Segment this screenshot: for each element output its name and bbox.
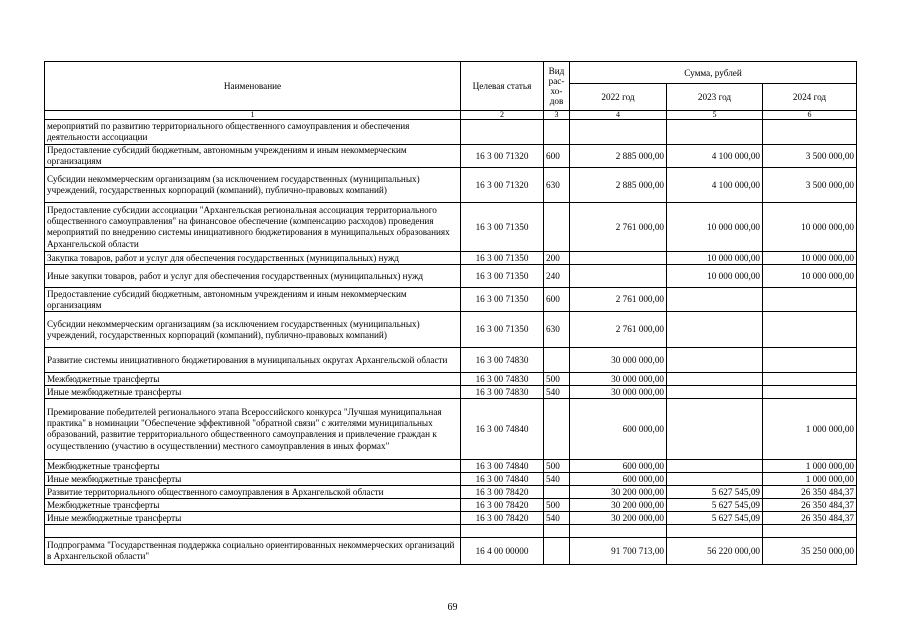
row-sum-2022 [570, 265, 667, 288]
row-sum-2024 [763, 120, 857, 145]
row-sum-2024: 26 350 484,37 [763, 486, 857, 499]
row-expense-kind: 600 [544, 288, 570, 312]
row-sum-2024: 1 000 000,00 [763, 460, 857, 473]
column-index: 5 [667, 111, 763, 120]
row-target-article: 16 4 00 00000 [461, 538, 544, 565]
header-expense-kind-line: хо- [550, 86, 563, 96]
table-row [45, 512, 857, 525]
row-sum-2022: 30 000 000,00 [570, 386, 667, 399]
row-sum-2023: 56 220 000,00 [667, 538, 763, 565]
row-sum-2024: 26 350 484,37 [763, 499, 857, 512]
table-row [45, 288, 857, 312]
row-target-article: 16 3 00 74830 [461, 386, 544, 399]
row-target-article: 16 3 00 74840 [461, 399, 544, 460]
table-row [45, 145, 857, 168]
row-sum-2024: 35 250 000,00 [763, 538, 857, 565]
table-row [45, 486, 857, 499]
row-target-article: 16 3 00 78420 [461, 512, 544, 525]
header-target-article: Целевая статья [461, 62, 544, 111]
row-expense-kind: 240 [544, 265, 570, 288]
row-name: мероприятий по развитию территориального общественного самоуправления и обеспечения деятельности ассоциации [45, 120, 461, 145]
column-index: 6 [763, 111, 857, 120]
table-row [45, 399, 857, 460]
row-name: Межбюджетные трансферты [45, 460, 461, 473]
row-sum-2023 [667, 399, 763, 460]
header-expense-kind-line: Вид [548, 66, 565, 76]
row-sum-2024: 10 000 000,00 [763, 252, 857, 265]
header-expense-kind [544, 62, 570, 111]
row-sum-2023 [667, 460, 763, 473]
row-expense-kind [544, 486, 570, 499]
row-name: Премирование победителей регионального этапа Всероссийского конкурса "Лучшая муниципальная практика" в номинации "Обеспечение эффективной "обратной связи" с жителями муниципальных образований, развитие территориального общественного самоуправления и привлечение граждан к осуществлению (участию в осуществлении) местного самоуправления в иных формах" [45, 399, 461, 460]
row-sum-2022 [570, 120, 667, 145]
row-name: Иные закупки товаров, работ и услуг для обеспечения государственных (муниципальных) нужд [45, 265, 461, 288]
row-sum-2022: 2 761 000,00 [570, 203, 667, 252]
header-year-2024: 2024 год [763, 84, 857, 111]
row-sum-2024 [763, 312, 857, 348]
row-sum-2024: 3 500 000,00 [763, 168, 857, 203]
row-expense-kind: 200 [544, 252, 570, 265]
row-sum-2022: 600 000,00 [570, 473, 667, 486]
row-sum-2023 [667, 312, 763, 348]
row-sum-2022: 2 885 000,00 [570, 145, 667, 168]
row-target-article [461, 120, 544, 145]
row-name: Развитие системы инициативного бюджетирования в муниципальных округах Архангельской области [45, 348, 461, 373]
row-sum-2023: 4 100 000,00 [667, 168, 763, 203]
row-sum-2023: 5 627 545,09 [667, 486, 763, 499]
row-sum-2023: 5 627 545,09 [667, 512, 763, 525]
row-sum-2023 [667, 348, 763, 373]
row-sum-2024: 1 000 000,00 [763, 473, 857, 486]
row-name: Иные межбюджетные трансферты [45, 512, 461, 525]
row-sum-2022: 600 000,00 [570, 460, 667, 473]
row-expense-kind [544, 538, 570, 565]
header-year-2023: 2023 год [667, 84, 763, 111]
row-expense-kind: 630 [544, 168, 570, 203]
column-index: 4 [570, 111, 667, 120]
row-name-cell [45, 252, 461, 265]
header-sum: Сумма, рублей [570, 62, 857, 84]
header-expense-kind-line: дов [549, 96, 564, 106]
row-sum-2024 [763, 386, 857, 399]
row-expense-kind [544, 120, 570, 145]
table-row [45, 386, 857, 399]
column-index-row [45, 111, 857, 120]
row-expense-kind: 540 [544, 386, 570, 399]
row-expense-kind [544, 348, 570, 373]
row-target-article: 16 3 00 71350 [461, 203, 544, 252]
row-expense-kind [544, 203, 570, 252]
row-target-article: 16 3 00 78420 [461, 499, 544, 512]
row-sum-2023 [667, 473, 763, 486]
row-sum-2022: 30 000 000,00 [570, 373, 667, 386]
row-sum-2022: 2 761 000,00 [570, 288, 667, 312]
row-target-article: 16 3 00 71320 [461, 145, 544, 168]
row-expense-kind: 500 [544, 460, 570, 473]
row-sum-2022 [570, 252, 667, 265]
row-sum-2023: 5 627 545,09 [667, 499, 763, 512]
table-row [45, 348, 857, 373]
row-name: Подпрограмма "Государственная поддержка социально ориентированных некоммерческих организаций в Архангельской области" [45, 538, 461, 565]
row-expense-kind: 600 [544, 145, 570, 168]
table-row [45, 168, 857, 203]
row-name: Межбюджетные трансферты [45, 373, 461, 386]
row-target-article: 16 3 00 74830 [461, 373, 544, 386]
table-row [45, 203, 857, 252]
row-name: Иные межбюджетные трансферты [45, 473, 461, 486]
row-target-article: 16 3 00 78420 [461, 486, 544, 499]
row-sum-2022 [570, 525, 667, 538]
row-expense-kind: 500 [544, 499, 570, 512]
row-name [45, 525, 461, 538]
row-target-article [461, 525, 544, 538]
row-name: Субсидии некоммерческим организациям (за исключением государственных (муниципальных) учреждений, государственных корпораций (компаний), публично-правовых компаний) [45, 312, 461, 348]
row-expense-kind: 500 [544, 373, 570, 386]
row-expense-kind [544, 399, 570, 460]
row-name: Закупка товаров, работ и услуг для обеспечения государственных (муниципальных) нужд [47, 252, 399, 263]
row-name: Предоставление субсидии ассоциации "Архангельская региональная ассоциация территориального общественного самоуправления" на финансовое обеспечение (компенсацию расходов) проведения мероприятий по внедрению системы инициативного бюджетирования в муниципальных образованиях Архангельской области [45, 203, 461, 252]
header-name: Наименование [45, 62, 461, 111]
table-row-subprogram [45, 538, 857, 565]
table-row [45, 499, 857, 512]
row-sum-2022: 91 700 713,00 [570, 538, 667, 565]
row-sum-2023 [667, 288, 763, 312]
row-sum-2022: 30 200 000,00 [570, 512, 667, 525]
table-row [45, 312, 857, 348]
row-sum-2023: 10 000 000,00 [667, 265, 763, 288]
row-target-article: 16 3 00 74830 [461, 348, 544, 373]
row-name: Предоставление субсидий бюджетным, автономным учреждениям и иным некоммерческим организациям [45, 145, 461, 168]
row-name: Развитие территориального общественного самоуправления в Архангельской области [45, 486, 461, 499]
row-target-article: 16 3 00 71350 [461, 265, 544, 288]
row-sum-2022: 30 000 000,00 [570, 348, 667, 373]
row-target-article: 16 3 00 71350 [461, 288, 544, 312]
row-sum-2022: 600 000,00 [570, 399, 667, 460]
row-name: Межбюджетные трансферты [45, 499, 461, 512]
table-row [45, 473, 857, 486]
row-sum-2023: 10 000 000,00 [667, 203, 763, 252]
row-sum-2023: 10 000 000,00 [667, 252, 763, 265]
row-target-article: 16 3 00 71350 [461, 252, 544, 265]
page-number: 69 [447, 602, 458, 613]
row-sum-2024: 26 350 484,37 [763, 512, 857, 525]
row-sum-2024 [763, 525, 857, 538]
budget-table [44, 61, 857, 565]
column-index: 2 [461, 111, 544, 120]
row-expense-kind: 540 [544, 512, 570, 525]
row-sum-2023 [667, 373, 763, 386]
header-year-2022: 2022 год [570, 84, 667, 111]
row-sum-2024: 3 500 000,00 [763, 145, 857, 168]
column-index: 1 [45, 111, 461, 120]
row-sum-2023: 4 100 000,00 [667, 145, 763, 168]
row-target-article: 16 3 00 71350 [461, 312, 544, 348]
row-target-article: 16 3 00 74840 [461, 460, 544, 473]
table-row [45, 373, 857, 386]
row-sum-2022: 2 885 000,00 [570, 168, 667, 203]
row-sum-2024 [763, 373, 857, 386]
row-sum-2024: 10 000 000,00 [763, 265, 857, 288]
row-sum-2023 [667, 386, 763, 399]
column-index: 3 [544, 111, 570, 120]
row-target-article: 16 3 00 71320 [461, 168, 544, 203]
row-name: Иные межбюджетные трансферты [45, 386, 461, 399]
row-name: Предоставление субсидий бюджетным, автономным учреждениям и иным некоммерческим организациям [45, 288, 461, 312]
table-row [45, 120, 857, 145]
row-expense-kind: 540 [544, 473, 570, 486]
row-expense-kind: 630 [544, 312, 570, 348]
row-sum-2022: 30 200 000,00 [570, 486, 667, 499]
row-sum-2024 [763, 288, 857, 312]
header-expense-kind-line: рас- [548, 76, 565, 86]
row-name: Субсидии некоммерческим организациям (за исключением государственных (муниципальных) учреждений, государственных корпораций (компаний), публично-правовых компаний) [45, 168, 461, 203]
row-sum-2023 [667, 120, 763, 145]
row-sum-2022: 30 200 000,00 [570, 499, 667, 512]
table-row-empty [45, 525, 857, 538]
row-expense-kind [544, 525, 570, 538]
table-row [45, 460, 857, 473]
row-sum-2024: 10 000 000,00 [763, 203, 857, 252]
table-row [45, 252, 857, 265]
row-sum-2022: 2 761 000,00 [570, 312, 667, 348]
row-sum-2024 [763, 348, 857, 373]
row-sum-2023 [667, 525, 763, 538]
table-row [45, 265, 857, 288]
row-target-article: 16 3 00 74840 [461, 473, 544, 486]
row-sum-2024: 1 000 000,00 [763, 399, 857, 460]
